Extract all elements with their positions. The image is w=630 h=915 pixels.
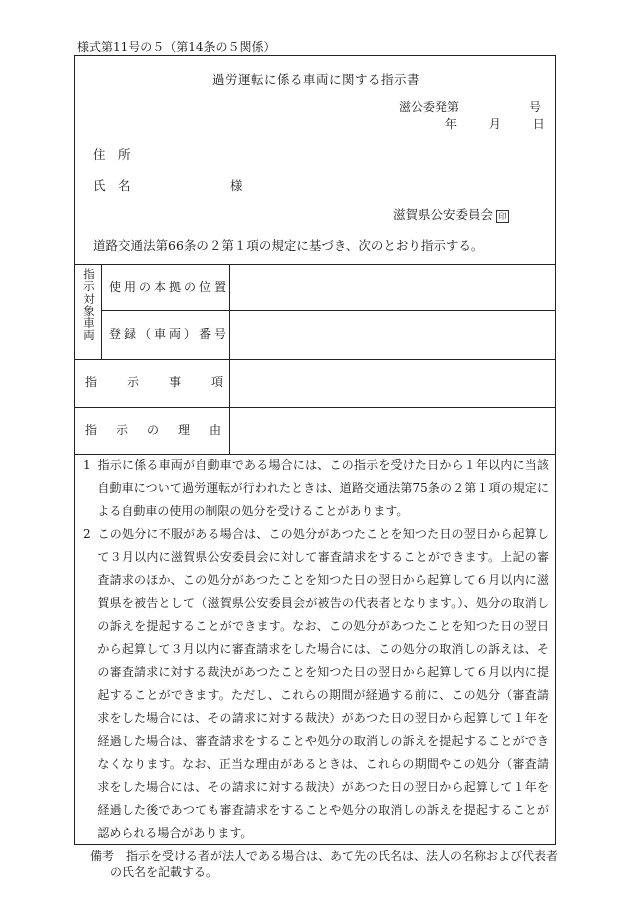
note-item bbox=[83, 523, 549, 845]
remark-label: 備考 bbox=[90, 849, 115, 863]
form-number-label: 様式第11号の５（第14条の５関係） bbox=[77, 40, 276, 54]
remark-line1 bbox=[90, 850, 558, 862]
intro-text: 道路交通法第66条の２第１項の規定に基づき、次のとおり指示する。 bbox=[93, 238, 484, 253]
remark-text-1: 指示を受ける者が法人である場合は、あて先の氏名は、法人の名称および代表者 bbox=[126, 849, 559, 863]
document-title: 過労運転に係る車両に関する指示書 bbox=[211, 72, 420, 87]
document-frame bbox=[74, 55, 556, 845]
vehicle-group-label: 指示対象車両 bbox=[83, 267, 95, 343]
note-number: 2 bbox=[83, 527, 91, 541]
table-top-border bbox=[75, 264, 555, 265]
issuer-name-text: 滋賀県公安委員会 bbox=[393, 207, 494, 222]
seal-mark: 印 bbox=[496, 210, 509, 223]
table-row-label-reason: 指示の理由 bbox=[85, 423, 241, 437]
row-divider-4 bbox=[75, 407, 555, 408]
name-label: 氏 名 bbox=[93, 178, 131, 193]
honorific: 様 bbox=[230, 178, 243, 193]
note-item bbox=[83, 454, 549, 523]
remark-line2: の氏名を記載する。 bbox=[110, 865, 219, 879]
table-row-label-instructions: 指示事項 bbox=[85, 375, 254, 389]
issuer-name bbox=[393, 209, 509, 223]
issue-date bbox=[445, 118, 545, 130]
date-day: 日 bbox=[532, 117, 545, 131]
date-year: 年 bbox=[445, 117, 458, 131]
notes-section bbox=[83, 454, 549, 845]
vehicle-row-divider bbox=[101, 310, 555, 311]
date-month: 月 bbox=[488, 117, 501, 131]
note-number: 1 bbox=[83, 458, 91, 472]
table-row-label-location: 使用の本拠の位置 bbox=[109, 280, 230, 294]
doc-number-prefix: 滋公委発第 bbox=[399, 100, 460, 114]
vehicle-group-divider bbox=[101, 264, 102, 359]
row-divider-3 bbox=[75, 359, 555, 360]
note-text: この処分に不服がある場合は、この処分があつたことを知つた日の翌日から起算して３月以内に滋賀県公安委員会に対して審査請求をすることができます。上記の審査請求のほか、この処分があつたことを知つた日の翌日から起算して６月以内に滋賀県を被告として（滋賀県公安委員会が被告の代表者となります。）、処分の取消しの訴えを提起することができます。なお、この処分があつたことを知つた日の翌日から起算して３月以内に審査請求をした場合には、この処分の取消しの訴えは、その審査請求に対する裁決があつたことを知つた日の翌日から起算して６月以内に提起することができます。ただし、これらの期間が経過する前に、この処分（審査請求をした場合には、その請求に対する裁決）があつた日の翌日から起算して１年を経過した場合は、審査請求をすることや処分の取消しの訴えを提起することができなくなります。なお、正当な理由があるときは、これらの期間やこの処分（審査請求をした場合には、その請求に対する裁決）があつた日の翌日から起算して１年を経過した後であつても審査請求をすることや処分の取消しの訴えを提起することが認められる場合があります。 bbox=[97, 527, 549, 840]
table-row-label-registration: 登録（車両）番号 bbox=[109, 327, 230, 341]
note-text: 指示に係る車両が自動車である場合には、この指示を受けた日から１年以内に当該自動車について過労運転が行われたときは、道路交通法第75条の２第１項の規定による自動車の使用の制限の処分を受けることがあります。 bbox=[97, 458, 549, 518]
doc-number-suffix: 号 bbox=[529, 100, 542, 114]
address-label: 住 所 bbox=[93, 147, 131, 162]
